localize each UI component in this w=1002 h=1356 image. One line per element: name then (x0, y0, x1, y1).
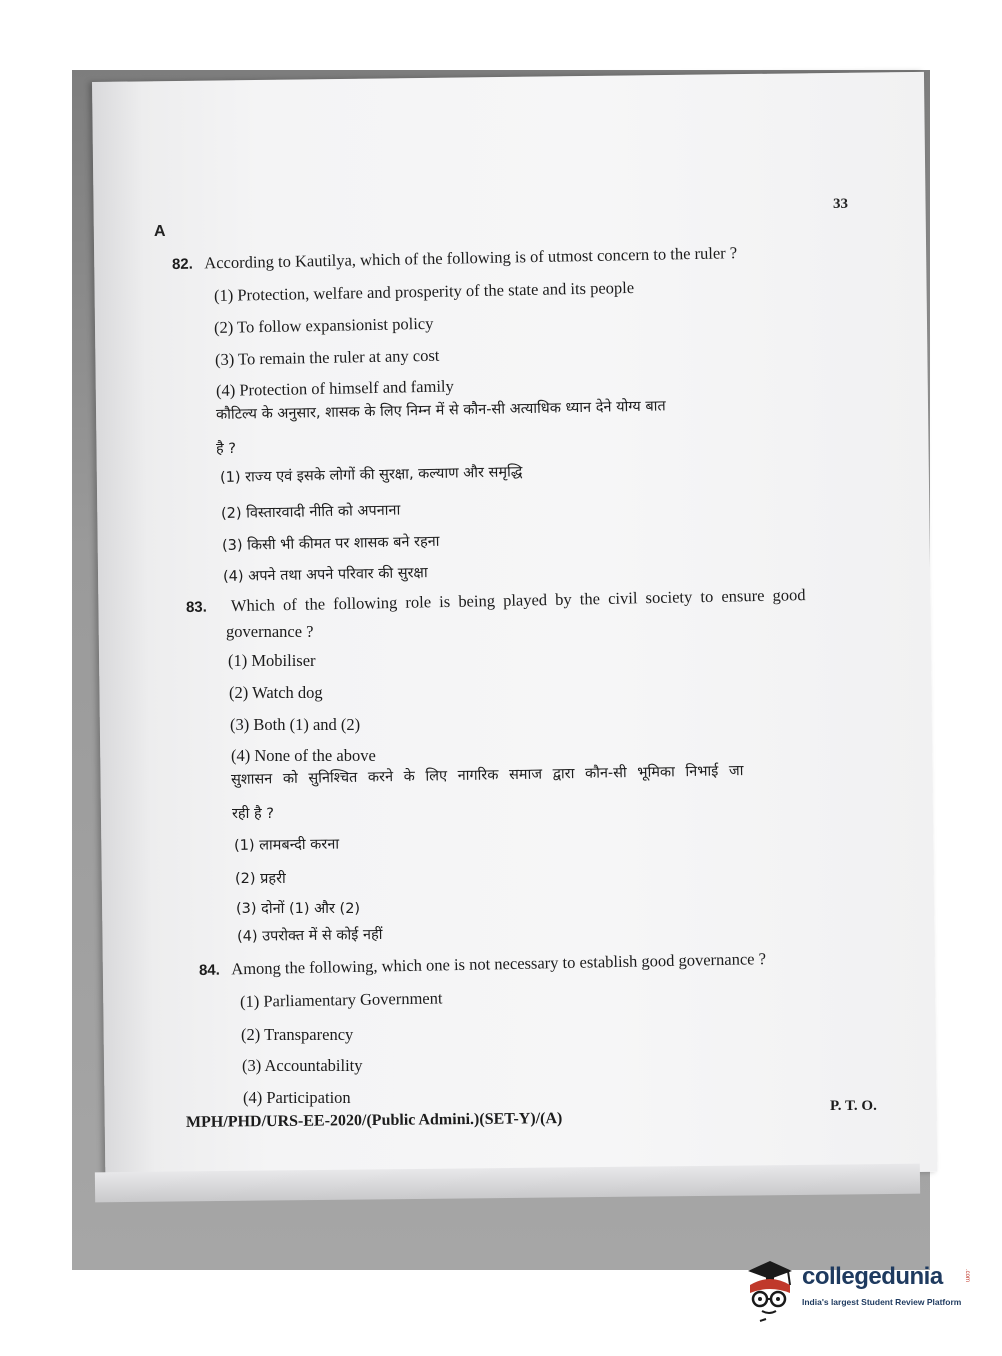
pto-label: P. T. O. (830, 1098, 877, 1114)
question-text-hindi: रही है ? (232, 806, 274, 822)
question-82 (172, 243, 738, 274)
brand-suffix: .com (964, 1269, 970, 1283)
series-label: A (154, 223, 166, 240)
page-number: 33 (833, 196, 848, 212)
option: (1) Protection, welfare and prosperity of the state and its people (213, 277, 635, 305)
option-hindi: (1) लामबन्दी करना (233, 836, 340, 854)
option-hindi: (2) प्रहरी (235, 871, 286, 887)
option: (4) None of the above (231, 746, 376, 765)
paper-code: MPH/PHD/URS-EE-2020/(Public Admini.)(SET-Y)/(A) (185, 1110, 563, 1131)
option: (3) To remain the ruler at any cost (214, 345, 440, 369)
question-number: 82. (171, 255, 194, 273)
option: (1) Mobiliser (228, 651, 316, 670)
option: (2) Transparency (241, 1025, 354, 1044)
question-83 (186, 585, 806, 617)
question-text: Among the following, which one is not necessary to establish good governance ? (231, 949, 767, 979)
brand-tagline: India's largest Student Review Platform (802, 1297, 962, 1307)
option-hindi: (3) किसी भी कीमत पर शासक बने रहना (221, 533, 440, 554)
question-text: According to Kautilya, which of the following is of utmost concern to the ruler ? (204, 243, 738, 273)
question-text: governance ? (226, 622, 314, 641)
option-hindi: (4) अपने तथा अपने परिवार की सुरक्षा (222, 565, 428, 585)
option: (2) To follow expansionist policy (213, 313, 434, 337)
mascot-icon (740, 1255, 800, 1325)
option: (4) Participation (243, 1088, 351, 1107)
question-text-hindi: सुशासन को सुनिश्चित करने के लिए नागरिक समाज द्वारा कौन-सी भूमिका निभाई जा (230, 763, 744, 788)
question-84 (199, 949, 766, 980)
brand-name: collegedunia (802, 1263, 943, 1290)
question-text: Which of the following role is being played by the civil society to ensure good (230, 585, 806, 616)
option: (4) Protection of himself and family (215, 376, 454, 400)
question-text-hindi: कौटिल्य के अनुसार, शासक के लिए निम्न में से कौन-सी अत्याधिक ध्यान देने योग्य बात (215, 398, 666, 423)
option: (2) Watch dog (229, 683, 323, 702)
collegedunia-logo (740, 1255, 980, 1325)
question-text-hindi: है ? (216, 441, 237, 457)
option: (3) Accountability (242, 1056, 363, 1075)
option-hindi: (1) राज्य एवं इसके लोगों की सुरक्षा, कल्याण और समृद्धि (219, 464, 523, 486)
option: (3) Both (1) and (2) (230, 715, 361, 734)
option-hindi: (3) दोनों (1) और (2) (236, 901, 361, 917)
question-number: 84. (198, 961, 221, 979)
option-hindi: (2) विस्तारवादी नीति को अपनाना (220, 502, 401, 522)
option-hindi: (4) उपरोक्त में से कोई नहीं (236, 926, 383, 945)
question-number: 83. (185, 598, 208, 616)
option: (1) Parliamentary Government (239, 988, 443, 1011)
